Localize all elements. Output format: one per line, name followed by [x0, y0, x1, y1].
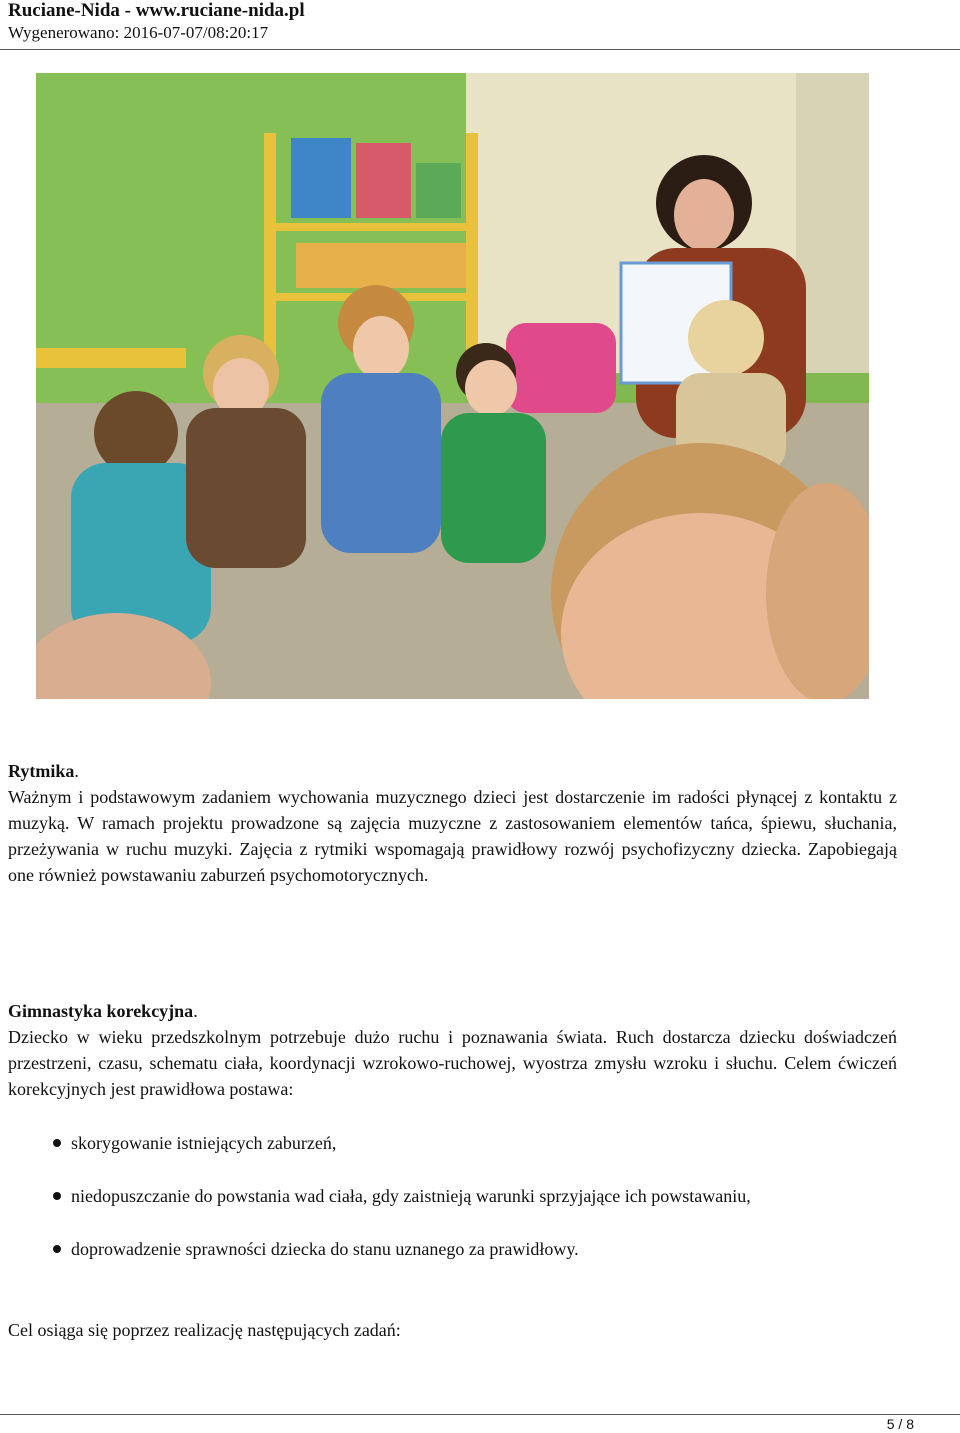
- heading-rytmika-suffix: .: [74, 761, 79, 781]
- list-item: doprowadzenie sprawności dziecka do stanu uznanego za prawidłowy.: [8, 1236, 908, 1289]
- paragraph-rytmika: Ważnym i podstawowym zadaniem wychowania muzycznego dzieci jest dostarczenie im radości płynącej z kontaktu z muzyką. W ramach projektu prowadzone są zajęcia muzyczne z zastosowaniem elementów tańca, śpiewu, słuchania, przeżywania w ruchu muzyki. Zajęcia z rytmiki wspomagają prawidłowy rozwój psychofizyczny dziecka. Zapobiegają one również powstawaniu zaburzeń psychomotorycznych.: [8, 787, 897, 885]
- generated-timestamp: Wygenerowano: 2016-07-07/08:20:17: [8, 23, 269, 42]
- list-item: niedopuszczanie do powstania wad ciała, gdy zaistnieją warunki sprzyjające ich powstawaniu,: [8, 1183, 908, 1236]
- header-divider: [0, 49, 960, 50]
- correction-goals-list: [8, 1130, 908, 1289]
- section-gimnastyka: [8, 998, 897, 1102]
- footer-divider: [0, 1414, 960, 1415]
- heading-gimnastyka: Gimnastyka korekcyjna: [8, 1001, 194, 1021]
- page-number: 5 / 8: [886, 1416, 914, 1432]
- heading-rytmika: Rytmika: [8, 761, 75, 781]
- photo-illustration: [36, 73, 869, 699]
- photo-children-music-class: [36, 73, 869, 699]
- paragraph-gimnastyka: Dziecko w wieku przedszkolnym potrzebuje dużo ruchu i poznawania świata. Ruch dostarcza dziecku doświadczeń przestrzeni, czasu, schematu ciała, koordynacji wzrokowo-ruchowej, wyostrza zmysłu wzroku i słuchu. Celem ćwiczeń korekcyjnych jest prawidłowa postawa:: [8, 1027, 897, 1099]
- section-rytmika: [8, 758, 897, 888]
- heading-gimnastyka-suffix: .: [193, 1001, 198, 1021]
- site-title: Ruciane-Nida - www.ruciane-nida.pl: [8, 0, 305, 21]
- list-item: skorygowanie istniejących zaburzeń,: [8, 1130, 908, 1183]
- goal-text: Cel osiąga się poprzez realizację następujących zadań:: [8, 1320, 401, 1340]
